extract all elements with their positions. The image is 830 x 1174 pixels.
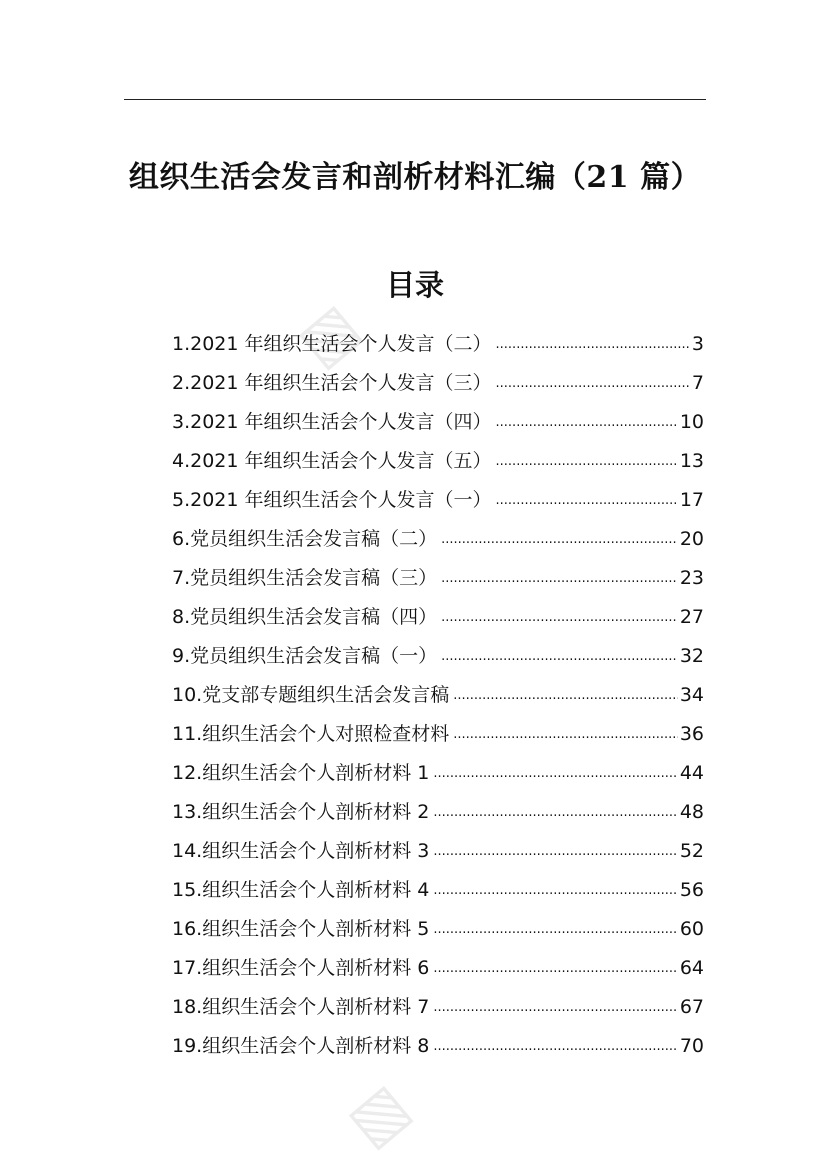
toc-entry-page: 17: [679, 489, 704, 511]
toc-heading: 目录: [385, 268, 444, 302]
toc-entry[interactable]: [172, 598, 704, 637]
toc-dot-leader: [496, 325, 690, 364]
toc-entry-page: 3: [691, 333, 704, 355]
toc-entry[interactable]: [172, 793, 704, 832]
toc-entry-page: 20: [679, 528, 704, 550]
toc-entry-title: 17.组织生活会个人剖析材料 6: [172, 957, 430, 979]
toc-dot-leader: [433, 988, 677, 1027]
toc-entry-title: 12.组织生活会个人剖析材料 1: [172, 762, 430, 784]
toc-entry-page: 48: [679, 801, 704, 823]
toc-dot-leader: [496, 442, 678, 481]
toc-dot-leader: [433, 871, 677, 910]
toc-entry[interactable]: [172, 910, 704, 949]
toc-entry-title: 19.组织生活会个人剖析材料 8: [172, 1035, 430, 1057]
toc-dot-leader: [433, 1027, 677, 1066]
toc-dot-leader: [441, 520, 678, 559]
toc-entry[interactable]: [172, 676, 704, 715]
toc-dot-leader: [433, 793, 677, 832]
toc-entry-page: 60: [679, 918, 704, 940]
toc-entry[interactable]: [172, 988, 704, 1027]
toc-entry-page: 44: [679, 762, 704, 784]
toc-dot-leader: [453, 676, 678, 715]
toc-entry[interactable]: [172, 481, 704, 520]
toc-dot-leader: [496, 481, 678, 520]
toc-entry-title: 6.党员组织生活会发言稿（二）: [172, 528, 438, 550]
toc-entry-page: 7: [691, 372, 704, 394]
toc-dot-leader: [496, 364, 690, 403]
toc-dot-leader: [433, 832, 677, 871]
toc-entry[interactable]: [172, 325, 704, 364]
toc-entry[interactable]: [172, 442, 704, 481]
toc-entry[interactable]: [172, 403, 704, 442]
toc-entry[interactable]: [172, 520, 704, 559]
toc-entry-title: 3.2021 年组织生活会个人发言（四）: [172, 411, 492, 433]
toc-entry[interactable]: [172, 364, 704, 403]
toc-entry-page: 64: [679, 957, 704, 979]
toc-entry-page: 10: [679, 411, 704, 433]
toc-entry-title: 15.组织生活会个人剖析材料 4: [172, 879, 430, 901]
toc-entry-title: 16.组织生活会个人剖析材料 5: [172, 918, 430, 940]
toc-entry-title: 18.组织生活会个人剖析材料 7: [172, 996, 430, 1018]
toc-entry-title: 1.2021 年组织生活会个人发言（二）: [172, 333, 492, 355]
toc-entry-title: 8.党员组织生活会发言稿（四）: [172, 606, 438, 628]
toc-entry-title: 10.党支部专题组织生活会发言稿: [172, 684, 450, 706]
header-rule: [124, 99, 706, 100]
toc-entry-page: 27: [679, 606, 704, 628]
toc-dot-leader: [433, 910, 677, 949]
toc-entry[interactable]: [172, 1027, 704, 1066]
toc-entry-title: 11.组织生活会个人对照检查材料: [172, 723, 450, 745]
toc-dot-leader: [441, 637, 678, 676]
toc-entry-page: 67: [679, 996, 704, 1018]
toc-entry[interactable]: [172, 832, 704, 871]
toc-entry[interactable]: [172, 637, 704, 676]
toc-entry-page: 34: [679, 684, 704, 706]
toc-entry-title: 4.2021 年组织生活会个人发言（五）: [172, 450, 492, 472]
toc-entry-page: 13: [679, 450, 704, 472]
toc-entry[interactable]: [172, 949, 704, 988]
toc-dot-leader: [433, 754, 677, 793]
toc-entry[interactable]: [172, 871, 704, 910]
toc-entry-title: 2.2021 年组织生活会个人发言（三）: [172, 372, 492, 394]
toc-entry-title: 7.党员组织生活会发言稿（三）: [172, 567, 438, 589]
toc-entry-page: 36: [679, 723, 704, 745]
toc-entry-title: 9.党员组织生活会发言稿（一）: [172, 645, 438, 667]
toc-entry-page: 32: [679, 645, 704, 667]
table-of-contents: [172, 325, 704, 1066]
toc-entry[interactable]: [172, 754, 704, 793]
toc-entry-page: 70: [679, 1035, 704, 1057]
toc-entry-page: 23: [679, 567, 704, 589]
toc-entry[interactable]: [172, 559, 704, 598]
toc-entry-title: 14.组织生活会个人剖析材料 3: [172, 840, 430, 862]
toc-entry-page: 56: [679, 879, 704, 901]
toc-dot-leader: [453, 715, 678, 754]
toc-dot-leader: [496, 403, 678, 442]
watermark-mark: ▧: [334, 1069, 423, 1161]
toc-entry-page: 52: [679, 840, 704, 862]
toc-dot-leader: [441, 559, 678, 598]
toc-dot-leader: [441, 598, 678, 637]
toc-dot-leader: [433, 949, 677, 988]
watermark-mark: ▧: [284, 289, 373, 381]
toc-entry-title: 5.2021 年组织生活会个人发言（一）: [172, 489, 492, 511]
toc-entry-title: 13.组织生活会个人剖析材料 2: [172, 801, 430, 823]
document-title: 组织生活会发言和剖析材料汇编（21 篇）: [128, 160, 702, 195]
toc-entry[interactable]: [172, 715, 704, 754]
